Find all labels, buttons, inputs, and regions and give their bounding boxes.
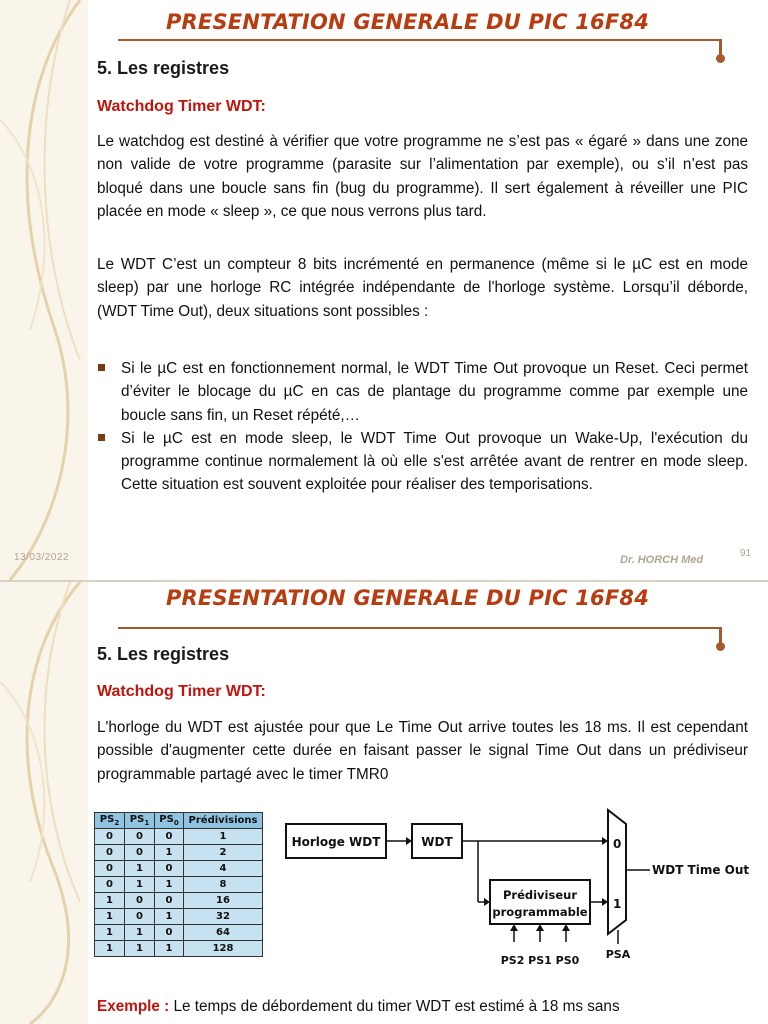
table-cell: 1 xyxy=(155,877,184,893)
psa-label: PSA xyxy=(605,948,631,961)
column-header: $PS_1$ xyxy=(125,813,155,829)
bullet-item xyxy=(97,427,748,497)
paragraph-wdt-counter: Le WDT C’est un compteur 8 bits incrémenté en permanence (même si le µC est en mode sleep) par une horloge RC intégrée indépendante de l'horloge système. Lorsqu’il déborde, (WDT Time Out), deux situations sont possibles : xyxy=(97,256,748,320)
multiplexer-shape xyxy=(608,810,626,934)
slide-92 xyxy=(0,582,768,1024)
example-text: Le temps de débordement du timer WDT est estimé à 18 ms sans xyxy=(169,998,620,1015)
output-label: WDT Time Out xyxy=(652,863,750,877)
table-cell: 0 xyxy=(95,845,125,861)
clock-box-label: Horloge WDT xyxy=(291,835,381,849)
arrow-head-icon xyxy=(536,924,544,931)
table-row xyxy=(95,829,263,845)
section-heading: 5. Les registres xyxy=(97,58,230,78)
mux-input-0-label: 0 xyxy=(613,837,622,851)
table-cell: 0 xyxy=(125,845,155,861)
table-cell: 0 xyxy=(95,829,125,845)
table-row xyxy=(95,877,263,893)
table-cell: 1 xyxy=(95,909,125,925)
ps-inputs-label: PS2 PS1 PS0 xyxy=(500,954,580,967)
table-row xyxy=(95,861,263,877)
example-paragraph xyxy=(97,995,748,1018)
table-cell: 0 xyxy=(155,829,184,845)
table-cell: 1 xyxy=(95,893,125,909)
table-cell: 128 xyxy=(184,941,263,957)
bullet-item xyxy=(97,357,748,427)
bullet-text: Si le µC est en fonctionnement normal, le WDT Time Out provoque un Reset. Ceci permet d’éviter le blocage du µC en cas de plantage du programme comme par exemple une boucle sans fin, un Reset répété,… xyxy=(121,360,748,424)
table-cell: 1 xyxy=(155,845,184,861)
table-cell: 16 xyxy=(184,893,263,909)
footer-author: Dr. HORCH Med xyxy=(620,554,704,566)
section-heading: 5. Les registres xyxy=(97,644,230,664)
table-cell: 1 xyxy=(95,925,125,941)
slide-title: PRESENTATION GENERALE DU PIC 16F84 xyxy=(165,586,650,610)
arrow-head-icon xyxy=(510,924,518,931)
table-cell: 0 xyxy=(125,909,155,925)
title-underline xyxy=(118,627,722,629)
table-cell: 0 xyxy=(95,861,125,877)
bullet-square-icon xyxy=(98,434,105,441)
table-cell: 2 xyxy=(184,845,263,861)
subsection-heading: Watchdog Timer WDT: xyxy=(97,98,266,115)
title-underline-dot xyxy=(716,54,725,63)
table-cell: 1 xyxy=(125,941,155,957)
wdt-block-diagram xyxy=(282,792,762,974)
table-cell: 0 xyxy=(125,829,155,845)
table-cell: 0 xyxy=(155,925,184,941)
paragraph-watchdog-intro: Le watchdog est destiné à vérifier que votre programme ne s’est pas « égaré » dans une zone non valide de votre programme (parasite sur l’alimentation par exemple), ou s’il n’est pas bloqué dans une boucle sans fin (bug du programme). Il sert également à réveiller une PIC placée en mode « sleep », ce que nous verrons plus tard. xyxy=(97,133,748,220)
table-cell: 8 xyxy=(184,877,263,893)
decorative-side-band xyxy=(0,0,88,580)
column-header: Prédivisions xyxy=(184,813,263,829)
table-cell: 0 xyxy=(95,877,125,893)
table-cell: 1 xyxy=(155,909,184,925)
table-cell: 0 xyxy=(155,893,184,909)
table-cell: 1 xyxy=(155,941,184,957)
table-row xyxy=(95,925,263,941)
table-cell: 0 xyxy=(155,861,184,877)
arrow-head-icon xyxy=(562,924,570,931)
slide-title: PRESENTATION GENERALE DU PIC 16F84 xyxy=(165,10,650,34)
mux-input-1-label: 1 xyxy=(613,897,622,911)
table-row xyxy=(95,941,263,957)
table-row xyxy=(95,909,263,925)
table-cell: 1 xyxy=(125,877,155,893)
table-cell: 4 xyxy=(184,861,263,877)
bullet-list xyxy=(97,357,748,497)
table-cell: 32 xyxy=(184,909,263,925)
prescaler-table xyxy=(94,812,263,957)
column-header: $PS_2$ xyxy=(95,813,125,829)
title-underline xyxy=(118,39,722,41)
table-row xyxy=(95,893,263,909)
table-cell: 64 xyxy=(184,925,263,941)
column-header: $PS_0$ xyxy=(155,813,184,829)
footer-page-number: 91 xyxy=(740,548,752,559)
table-row xyxy=(95,845,263,861)
title-underline-dot xyxy=(716,642,725,651)
subsection-heading: Watchdog Timer WDT: xyxy=(97,683,266,700)
table-header-row xyxy=(95,813,263,829)
table-cell: 1 xyxy=(95,941,125,957)
prescaler-label-line2: programmable xyxy=(492,905,588,919)
bullet-square-icon xyxy=(98,364,105,371)
paragraph-wdt-clock: L'horloge du WDT est ajustée pour que Le Time Out arrive toutes les 18 ms. Il est cependant possible d'augmenter cette durée en faisant passer le signal Time Out dans un prédiviseur programmable partagé avec le timer TMR0 xyxy=(97,719,748,783)
table-cell: 0 xyxy=(125,893,155,909)
table-cell: 1 xyxy=(184,829,263,845)
decorative-side-band xyxy=(0,582,88,1024)
footer-date: 13/03/2022 xyxy=(14,552,70,563)
example-label: Exemple : xyxy=(97,998,170,1015)
wdt-box-label: WDT xyxy=(421,835,453,849)
prescaler-label-line1: Prédiviseur xyxy=(502,888,578,902)
table-cell: 1 xyxy=(125,861,155,877)
table-cell: 1 xyxy=(125,925,155,941)
bullet-text: Si le µC est en mode sleep, le WDT Time Out provoque un Wake-Up, l'exécution du programme continue normalement là où elle s'est arrêtée avant de rentrer en mode sleep. Cette situation est souvent exploitée pour réaliser des temporisations. xyxy=(121,429,748,494)
